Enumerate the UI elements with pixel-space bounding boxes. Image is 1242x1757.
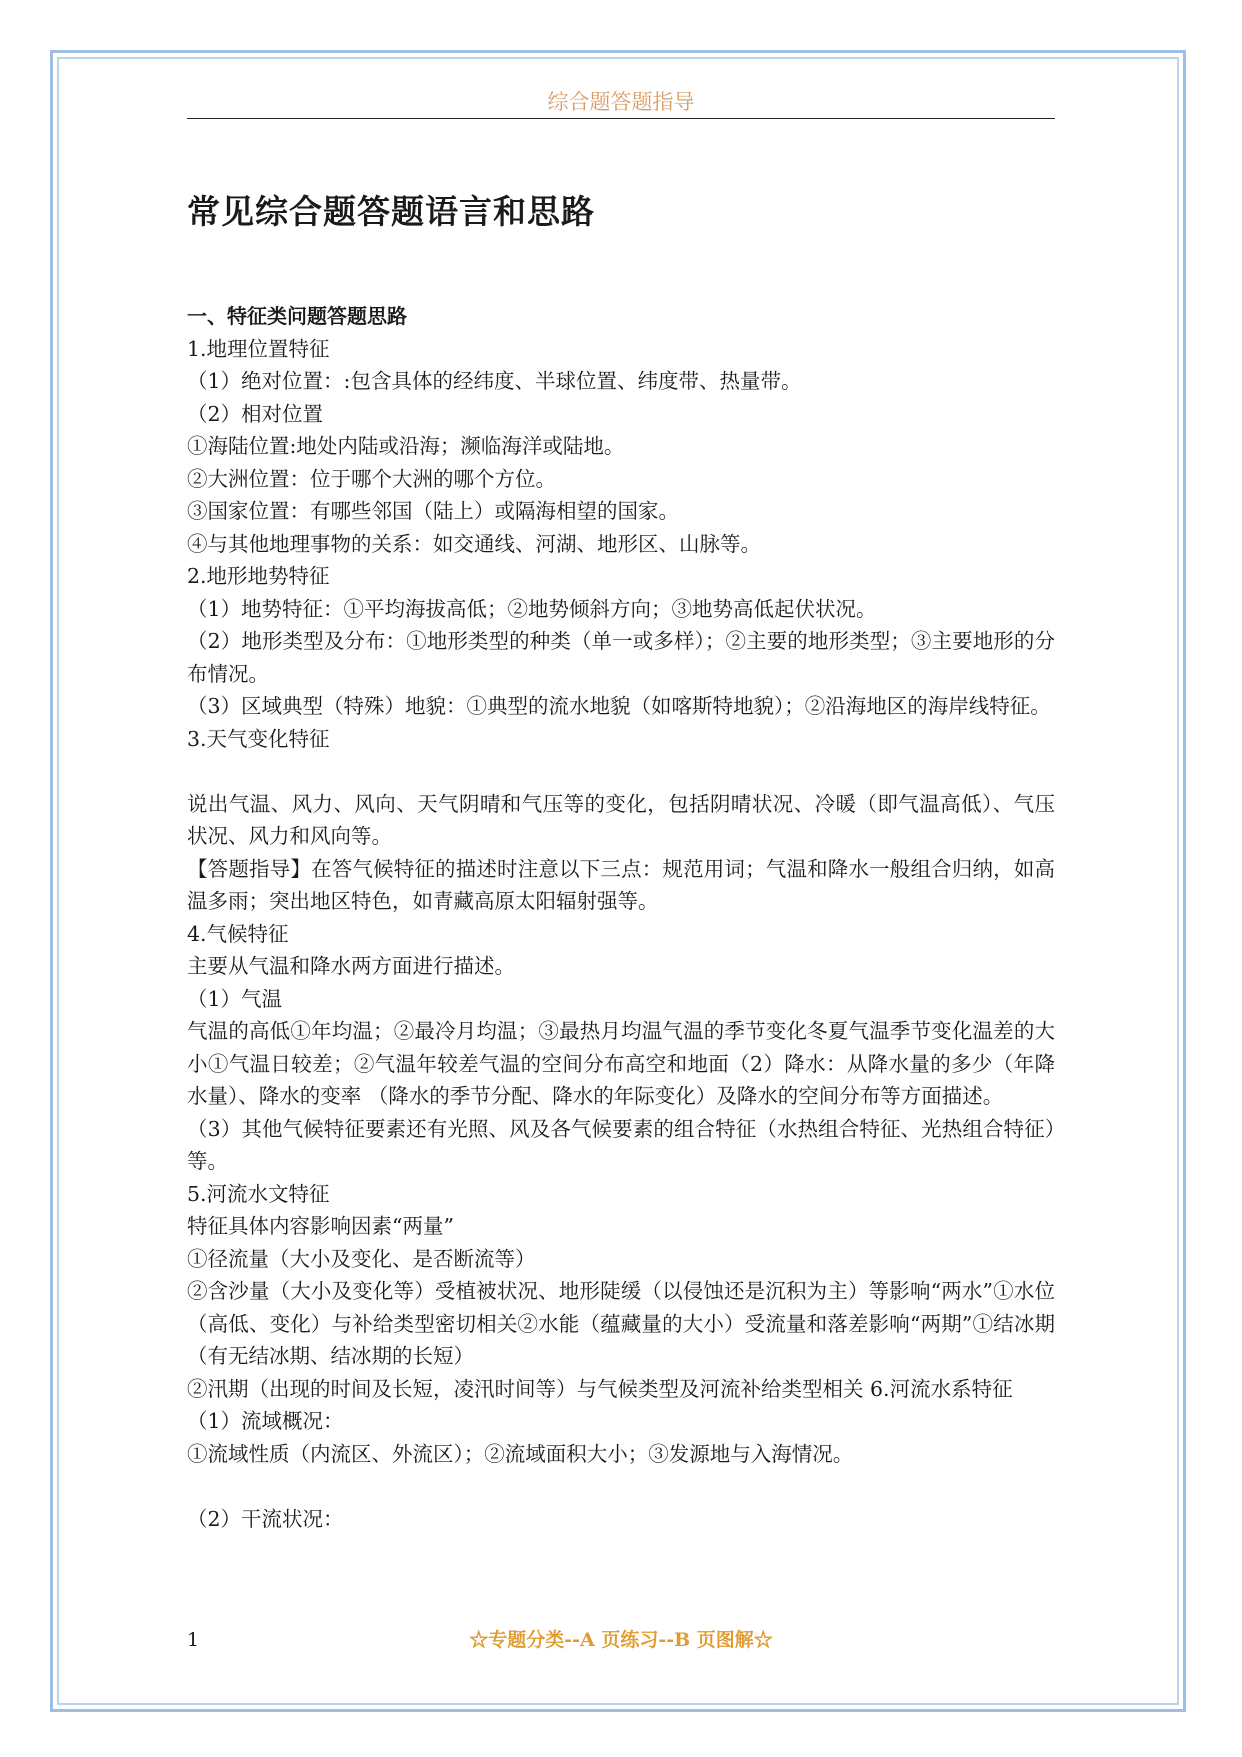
document-title: 常见综合题答题语言和思路 (187, 192, 595, 231)
blank-line (187, 755, 1055, 788)
paragraph: ④与其他地理事物的关系：如交通线、河湖、地形区、山脉等。 (187, 531, 761, 556)
paragraph: （3）其他气候特征要素还有光照、风及各气候要素的组合特征（水热组合特征、光热组合特征）等。 (187, 1116, 1055, 1173)
footer-banner: ☆专题分类--A 页练习--B 页图解☆ (469, 1629, 773, 1651)
paragraph: （1）气温 (187, 986, 283, 1011)
paragraph: （2）地形类型及分布：①地形类型的种类（单一或多样）；②主要的地形类型；③主要地形的分布情况。 (187, 629, 1055, 686)
paragraph: 1.地理位置特征 (187, 336, 330, 361)
paragraph: 5.河流水文特征 (187, 1181, 330, 1206)
paragraph: （2）相对位置 (187, 401, 324, 426)
paragraph: ②汛期（出现的时间及长短，凌汛时间等）与气候类型及河流补给类型相关 6.河流水系特征 (187, 1376, 1013, 1401)
paragraph-list (187, 333, 1055, 1536)
paragraph: （1）流域概况： (187, 1409, 344, 1433)
paragraph: 4.气候特征 (187, 921, 289, 946)
section-heading: 一、特征类问题答题思路 (187, 304, 407, 328)
paragraph: 3.天气变化特征 (187, 726, 330, 751)
blank-line (187, 1470, 1055, 1503)
paragraph: 说出气温、风力、风向、天气阴晴和气压等的变化，包括阴晴状况、冷暖（即气温高低）、气压状况、风力和风向等。 (187, 791, 1055, 848)
paragraph: ②含沙量（大小及变化等）受植被状况、地形陡缓（以侵蚀还是沉积为主）等影响“两水”①水位（高低、变化）与补给类型密切相关②水能（蕴藏量的大小）受流量和落差影响“两期”①结冰期（有无结冰期、结冰期的长短） (187, 1279, 1055, 1368)
paragraph: 2.地形地势特征 (187, 564, 330, 588)
paragraph: （1）地势特征：①平均海拔高低；②地势倾斜方向；③地势高低起伏状况。 (187, 596, 877, 621)
paragraph: ②大洲位置：位于哪个大洲的哪个方位。 (187, 466, 556, 491)
paragraph: 气温的高低①年均温；②最冷月均温；③最热月均温气温的季节变化冬夏气温季节变化温差的大小①气温日较差；②气温年较差气温的空间分布高空和地面（2）降水：从降水量的多少（年降水量）、降水的变率 （降水的季节分配、降水的年际变化）及降水的空间分布等方面描述。 (187, 1019, 1055, 1108)
running-header: 综合题答题指导 (547, 90, 695, 114)
header-rule (187, 118, 1055, 119)
paragraph: 【答题指导】在答气候特征的描述时注意以下三点：规范用词；气温和降水一般组合归纳，如高温多雨；突出地区特色，如青藏高原太阳辐射强等。 (187, 856, 1055, 913)
paragraph: 特征具体内容影响因素“两量” (187, 1214, 454, 1238)
paragraph: （3）区域典型（特殊）地貌：①典型的流水地貌（如喀斯特地貌）；②沿海地区的海岸线特征。 (187, 694, 1051, 718)
paragraph: 主要从气温和降水两方面进行描述。 (187, 954, 515, 978)
paragraph: ①流域性质（内流区、外流区）；②流域面积大小；③发源地与入海情况。 (187, 1441, 854, 1466)
paragraph: ③国家位置：有哪些邻国（陆上）或隔海相望的国家。 (187, 499, 679, 523)
page-number: 1 (187, 1629, 200, 1651)
paragraph: （2）干流状况： (187, 1506, 344, 1531)
paragraph: （1）绝对位置：:包含具体的经纬度、半球位置、纬度带、热量带。 (187, 369, 802, 393)
paragraph: ①径流量（大小及变化、是否断流等） (187, 1246, 536, 1271)
document-body (187, 300, 1055, 1535)
paragraph: ①海陆位置:地处内陆或沿海；濒临海洋或陆地。 (187, 434, 625, 458)
